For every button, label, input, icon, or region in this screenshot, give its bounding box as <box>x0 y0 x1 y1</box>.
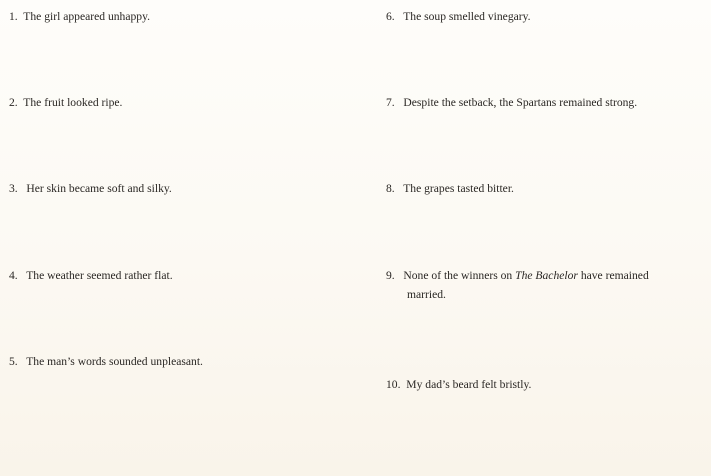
sentence-number: 2. <box>9 96 24 109</box>
sentence-text: The grapes tasted bitter. <box>403 182 514 195</box>
sentence-6 <box>386 7 701 26</box>
sentence-number: 8. <box>386 182 404 195</box>
sentence-text: Despite the setback, the Spartans remained strong. <box>403 96 638 109</box>
sentence-text: The man’s words sounded unpleasant. <box>26 355 203 368</box>
sentence-number: 9. <box>386 269 404 282</box>
sentence-text: The girl appeared unhappy. <box>23 10 151 23</box>
sentence-text: The weather seemed rather flat. <box>26 269 173 282</box>
sentence-7 <box>386 93 701 112</box>
sentence-number: 10. <box>386 378 407 391</box>
show-title: The Bachelor <box>515 269 578 282</box>
sentence-5 <box>9 352 354 371</box>
sentence-number: 3. <box>9 182 27 195</box>
left-column <box>9 0 354 476</box>
sentence-1 <box>9 7 354 26</box>
sentence-10 <box>386 375 701 394</box>
right-column <box>386 0 701 476</box>
sentence-3 <box>9 179 354 198</box>
sentence-2 <box>9 93 354 112</box>
sentence-text: None of the winners on <box>403 269 516 282</box>
sentence-number: 6. <box>386 10 404 23</box>
sentence-text: The soup smelled vinegary. <box>403 10 531 23</box>
sentence-text: My dad’s beard felt bristly. <box>406 378 532 391</box>
sentence-text: The fruit looked ripe. <box>23 96 123 109</box>
sentence-number: 5. <box>9 355 27 368</box>
sentence-text: Her skin became soft and silky. <box>26 182 172 195</box>
sentence-8 <box>386 179 701 198</box>
sentence-4 <box>9 266 354 285</box>
sentence-text-continued: have remained <box>577 269 649 282</box>
sentence-9 <box>386 266 701 304</box>
sentence-number: 7. <box>386 96 404 109</box>
sentence-number: 4. <box>9 269 27 282</box>
sentence-number: 1. <box>9 10 24 23</box>
sentence-text-line-2: married. <box>407 288 446 301</box>
